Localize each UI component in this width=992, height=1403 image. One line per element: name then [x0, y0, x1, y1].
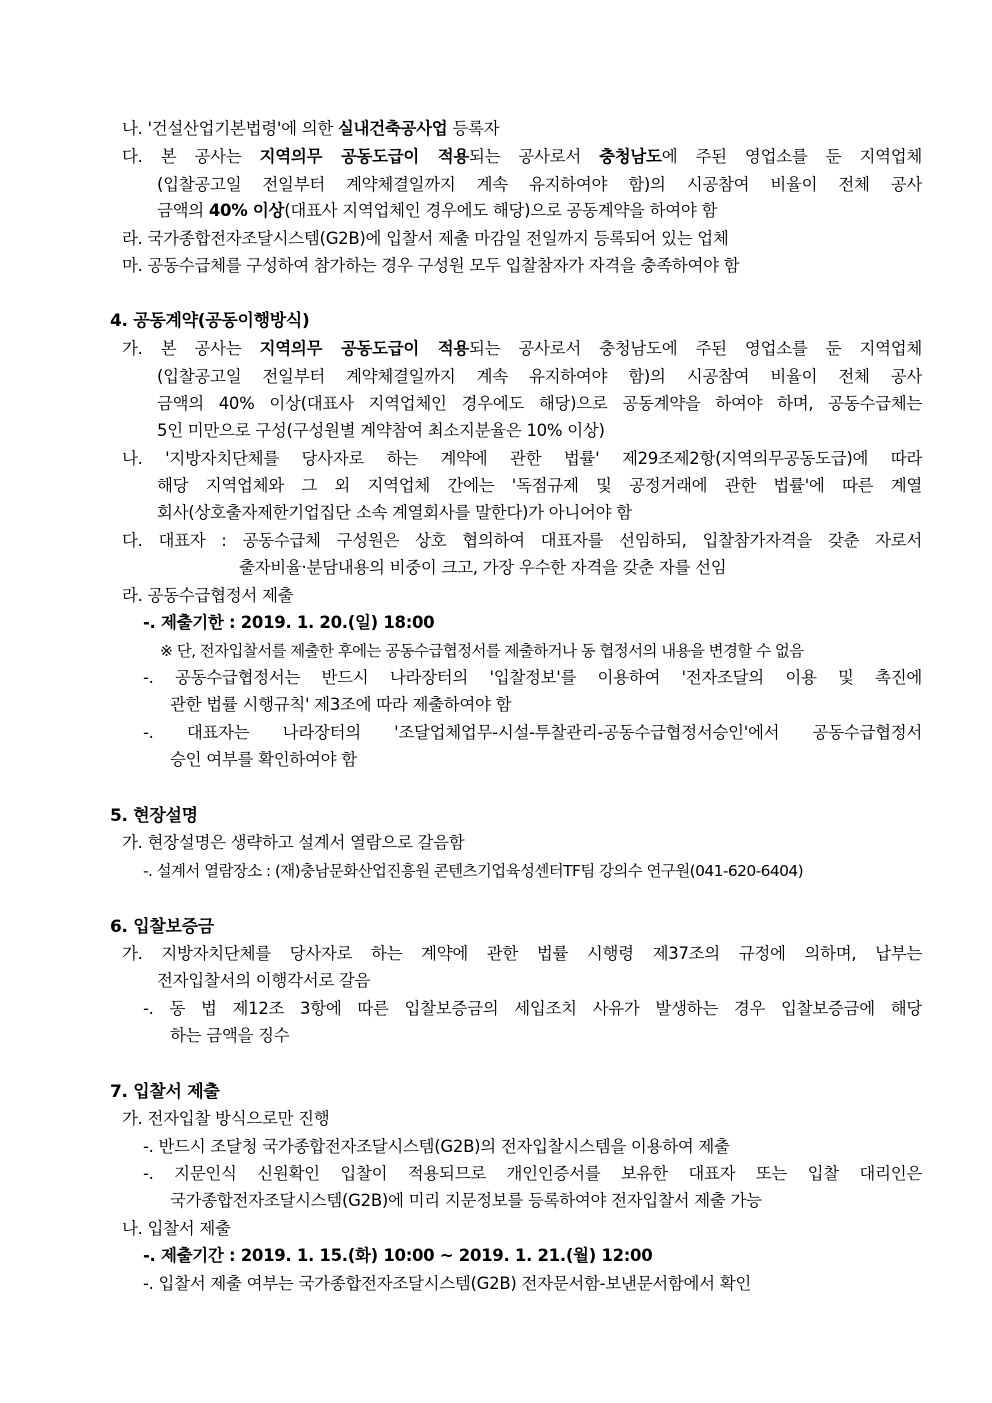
body-text-line: 승인 여부를 확인하여야 함 [170, 750, 357, 769]
body-text-line: 회사(상호출자제한기업집단 소속 계열회사를 말한다)가 아니어야 함 [157, 503, 632, 522]
item-ma-line: 마. 공동수급체를 구성하여 참가하는 경우 구성원 모두 입찰참자가 자격을 충족하여야 함 [122, 256, 740, 275]
body-text-line: (입찰공고일 전일부터 계약체결일까지 계속 유지하여야 함)의 시공참여 비율이 전체 공사 [157, 175, 922, 194]
item-ga-line: 가. 현장설명은 생략하고 설계서 열람으로 갈음함 [122, 833, 465, 852]
dash-item-line: -. 설계서 열람장소 : (재)충남문화산업진흥원 콘텐츠기업육성센터TF팀 강의수 연구원(041-620-6404) [143, 862, 804, 880]
item-ra-line: 라. 공동수급협정서 제출 [122, 586, 294, 605]
bold-text: 40% 이상 [208, 201, 285, 220]
dash-item-line: -. 공동수급협정서는 반드시 나라장터의 '입찰정보'를 이용하여 '전자조달의 이용 및 촉진에 [143, 668, 922, 687]
section-heading-7: 7. 입찰서 제출 [110, 1082, 220, 1102]
body-text-line: 전자입찰서의 이행각서로 갈음 [157, 971, 371, 990]
dash-item-line: -. 입찰서 제출 여부는 국가종합전자조달시스템(G2B) 전자문서함-보낸문서함에서 확인 [143, 1274, 751, 1293]
dash-item-line: -. 지문인식 신원확인 입찰이 적용되므로 개인인증서를 보유한 대표자 또는 입찰 대리인은 [143, 1164, 922, 1183]
bold-text: 지역의무 공동도급이 적용 [259, 339, 469, 358]
body-text-line: 국가종합전자조달시스템(G2B)에 미리 지문정보를 등록하여야 전자입찰서 제출 가능 [170, 1191, 762, 1210]
item-na-line: 나. '지방자치단체를 당사자로 하는 계약에 관한 법률' 제29조제2항(지역의무공동도급)에 따라 [122, 449, 922, 468]
dash-item-line: -. 대표자는 나라장터의 '조달업체업무-시설-투찰관리-공동수급협정서승인'에서 공동수급협정서 [143, 723, 922, 742]
bold-text: 지역의무 공동도급이 적용 [259, 147, 469, 166]
body-text-line: (입찰공고일 전일부터 계약체결일까지 계속 유지하여야 함)의 시공참여 비율이 전체 공사 [157, 367, 922, 386]
body-text-line: 관한 법률 시행규칙' 제3조에 따라 제출하여야 함 [170, 695, 512, 714]
dash-item-line: -. 반드시 조달청 국가종합전자조달시스템(G2B)의 전자입찰시스템을 이용하여 제출 [143, 1137, 730, 1156]
section-heading-6: 6. 입찰보증금 [110, 917, 214, 937]
body-text-line: 금액의 40% 이상(대표사 지역업체인 경우에도 해당)으로 공동계약을 하여야 함 [157, 201, 718, 220]
deadline-line: -. 제출기한 : 2019. 1. 20.(일) 18:00 [143, 613, 435, 632]
item-ga-line: 가. 본 공사는 지역의무 공동도급이 적용되는 공사로서 충청남도에 주된 영업소를 둔 지역업체 [122, 339, 922, 358]
body-text-line: 출자비율·분담내용의 비중이 크고, 가장 우수한 자격을 갖춘 자를 선임 [239, 558, 727, 577]
body-text-line: 하는 금액을 징수 [170, 1026, 290, 1045]
item-na-line: 나. '건설산업기본법령'에 의한 실내건축공사업 등록자 [122, 119, 500, 138]
item-ga-line: 가. 지방자치단체를 당사자로 하는 계약에 관한 법률 시행령 제37조의 규정에 의하며, 납부는 [122, 944, 922, 963]
body-text-line: 5인 미만으로 구성(구성원별 계약참여 최소지분율은 10% 이상) [157, 421, 605, 440]
bold-text: 충청남도 [599, 147, 662, 166]
item-da-line: 다. 본 공사는 지역의무 공동도급이 적용되는 공사로서 충청남도에 주된 영업소를 둔 지역업체 [122, 147, 923, 166]
section-heading-5: 5. 현장설명 [110, 806, 198, 826]
note-line: ※ 단, 전자입찰서를 제출한 후에는 공동수급협정서를 제출하거나 동 협정서의 내용을 변경할 수 없음 [160, 642, 804, 660]
dash-item-line: -. 동 법 제12조 3항에 따른 입찰보증금의 세입조치 사유가 발생하는 경우 입찰보증금에 해당 [143, 999, 922, 1018]
body-text-line: 금액의 40% 이상(대표사 지역업체인 경우에도 해당)으로 공동계약을 하여야 하며, 공동수급체는 [157, 394, 922, 413]
item-da-line: 다. 대표자 : 공동수급체 구성원은 상호 협의하여 대표자를 선임하되, 입찰참가자격을 갖춘 자로서 [122, 531, 922, 550]
body-text-line: 해당 지역업체와 그 외 지역업체 간에는 '독점규제 및 공정거래에 관한 법률'에 따른 계열 [157, 476, 922, 495]
bold-text: 실내건축공사업 [337, 119, 448, 138]
deadline-line: -. 제출기간 : 2019. 1. 15.(화) 10:00 ~ 2019. 1. 21.(월) 12:00 [143, 1246, 653, 1265]
section-heading-4: 4. 공동계약(공동이행방식) [110, 311, 310, 331]
item-ga-line: 가. 전자입찰 방식으로만 진행 [122, 1109, 330, 1128]
item-ra-line: 라. 국가종합전자조달시스템(G2B)에 입찰서 제출 마감일 전일까지 등록되어 있는 업체 [122, 229, 729, 248]
item-na-line: 나. 입찰서 제출 [122, 1219, 231, 1238]
